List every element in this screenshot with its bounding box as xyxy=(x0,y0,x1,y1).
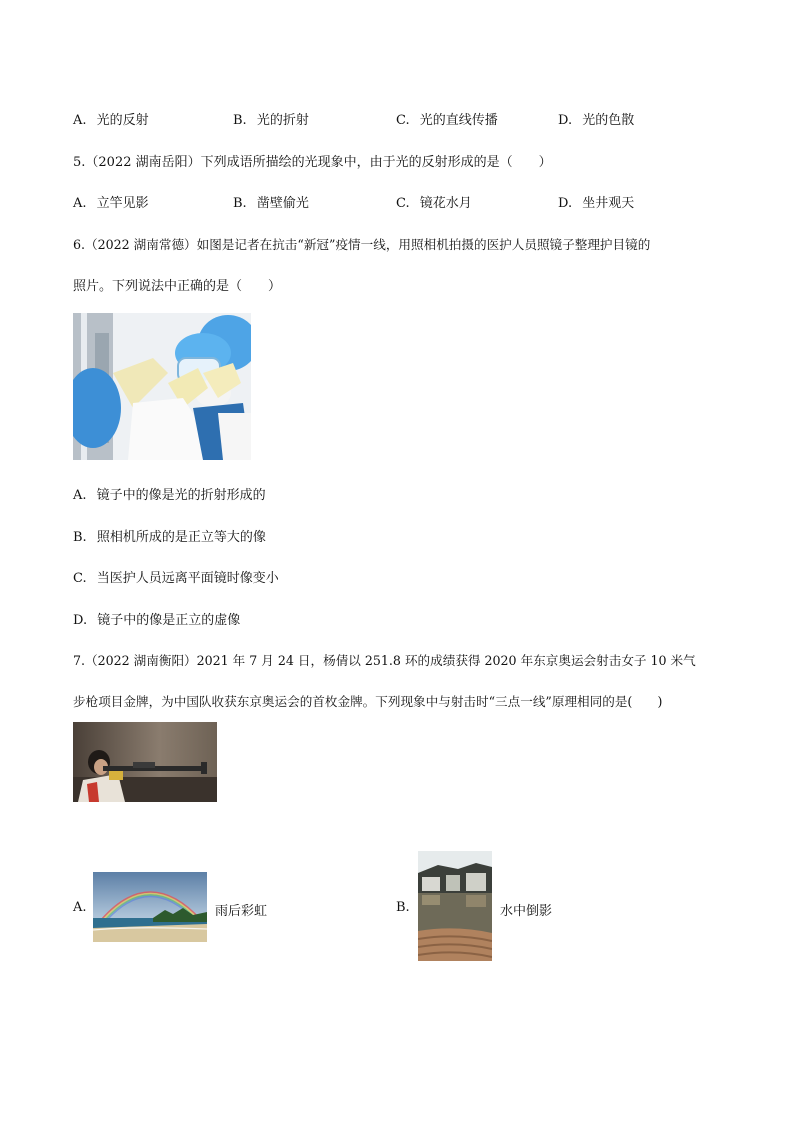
q4-option-c xyxy=(396,109,498,128)
option-text: 光的反射 xyxy=(96,113,149,128)
option-label: A. xyxy=(73,488,87,503)
option-text: 镜子中的像是正立的虚像 xyxy=(97,613,241,628)
option-label: C. xyxy=(396,196,410,211)
q5-option-c xyxy=(396,192,472,211)
option-label: A. xyxy=(73,113,87,128)
q4-option-d xyxy=(558,109,634,128)
option-text: 光的折射 xyxy=(256,113,309,128)
option-label: B. xyxy=(73,530,87,545)
q6-option-c xyxy=(73,567,279,586)
q7-option-a-text: 雨后彩虹 xyxy=(215,904,268,919)
q5-option-b xyxy=(233,192,309,211)
q7-option-b-text: 水中倒影 xyxy=(500,904,553,919)
water-reflection-photo xyxy=(418,851,492,961)
q4-option-a xyxy=(73,109,149,128)
option-text: 照相机所成的是正立等大的像 xyxy=(96,530,266,545)
q5-option-a xyxy=(73,192,149,211)
q6-stem-line1: 6.（2022 湖南常德）如图是记者在抗击“新冠”疫情一线，用照相机拍摄的医护人员照镜子整理护目镜的 xyxy=(73,237,651,252)
q5-stem: 5.（2022 湖南岳阳）下列成语所描绘的光现象中，由于光的反射形成的是（ ） xyxy=(73,155,552,170)
option-text: 坐井观天 xyxy=(582,196,635,211)
option-text: 镜子中的像是光的折射形成的 xyxy=(96,488,266,503)
q5-option-d xyxy=(558,192,634,211)
medical-staff-mirror-photo xyxy=(73,313,251,460)
option-label: B. xyxy=(233,196,247,211)
option-label: D. xyxy=(558,196,573,211)
option-text: 当医护人员远离平面镜时像变小 xyxy=(96,571,279,586)
q7-option-a-label: A. xyxy=(73,900,87,915)
option-text: 镜花水月 xyxy=(419,196,472,211)
q7-stem-line2: 步枪项目金牌，为中国队收获东京奥运会的首枚金牌。下列现象中与射击时“三点一线”原理相同的是( ) xyxy=(73,694,663,709)
option-text: 光的直线传播 xyxy=(419,113,498,128)
q7-stem-line1: 7.（2022 湖南衡阳）2021 年 7 月 24 日，杨倩以 251.8 环的成绩获得 2020 年东京奥运会射击女子 10 米气 xyxy=(73,653,696,668)
option-text: 凿壁偷光 xyxy=(256,196,309,211)
option-label: C. xyxy=(396,113,410,128)
option-label: D. xyxy=(558,113,573,128)
rainbow-photo xyxy=(93,872,207,942)
option-text: 立竿见影 xyxy=(96,196,149,211)
q6-option-b xyxy=(73,526,266,545)
option-label: C. xyxy=(73,571,87,586)
shooter-photo xyxy=(73,722,217,802)
q7-option-b-label: B. xyxy=(396,900,410,915)
option-label: A. xyxy=(73,196,87,211)
q6-option-d xyxy=(73,609,240,628)
q6-option-a xyxy=(73,484,266,503)
option-label: D. xyxy=(73,613,88,628)
option-text: 光的色散 xyxy=(582,113,635,128)
option-label: B. xyxy=(233,113,247,128)
q4-option-b xyxy=(233,109,309,128)
q6-stem-line2: 照片。下列说法中正确的是（ ） xyxy=(73,279,282,294)
